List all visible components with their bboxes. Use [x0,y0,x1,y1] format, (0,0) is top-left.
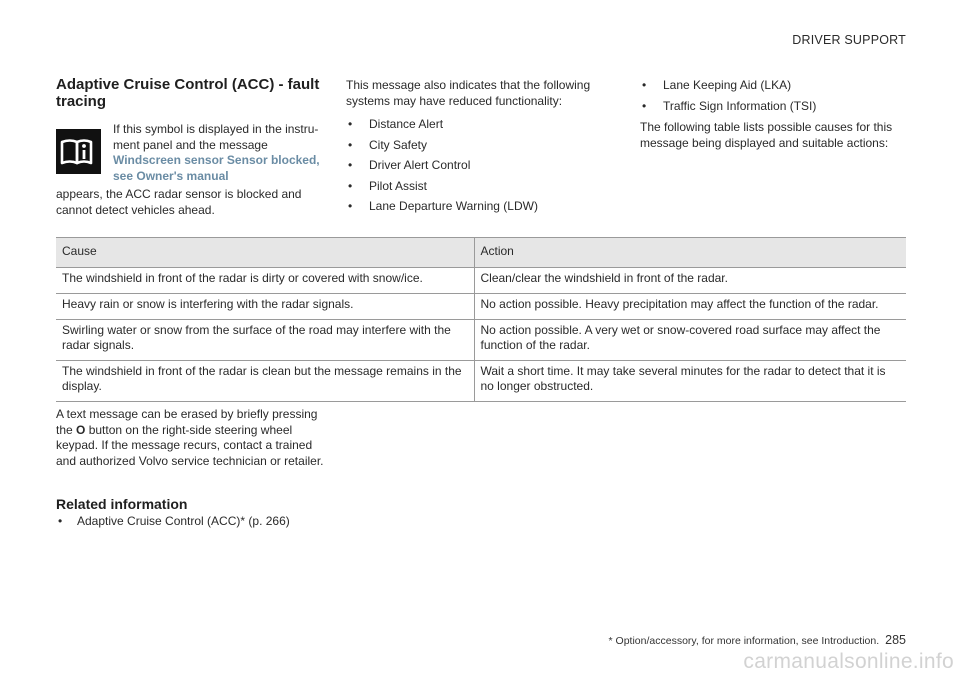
table-header-row [56,238,906,268]
action-cell: No action possible. Heavy precipitation may affect the function of the radar. [474,294,906,320]
column-2 [346,78,608,220]
page-footer [609,633,906,647]
fault-tracing-table [56,237,906,402]
systems-list [346,117,608,215]
column-header-action: Action [474,238,906,268]
owners-manual-icon [56,129,101,174]
note-text-after: button on the right-side steering wheel keypad. If the message recurs, contact a trained and authorized Volvo service technician or retailer. [56,422,324,468]
column-3 [640,78,906,151]
action-cell: Clean/clear the windshield in front of the radar. [474,268,906,294]
table-intro: The following table lists possible causes for this message being displayed and suitable actions: [640,120,893,150]
list-item: • Lane Departure Warning (LDW) [346,199,608,215]
action-cell: No action possible. A very wet or snow-covered road surface may affect the function of the radar. [474,320,906,361]
watermark: carmanualsonline.info [743,650,954,673]
symbol-explanation: appears, the ACC radar sensor is blocked and cannot detect vehicles ahead. [56,187,302,217]
list-item: • Distance Alert [346,117,608,133]
footnote: * Option/accessory, for more information, see Introduction. [608,635,880,647]
list-item: • Driver Alert Control [346,158,608,174]
list-item: • Pilot Assist [346,179,608,195]
cause-cell: The windshield in front of the radar is dirty or covered with snow/ice. [56,268,474,294]
page-number: 285 [885,633,906,647]
symbol-intro-text: If this symbol is displayed in the instru-ment panel and the message [113,122,319,152]
erase-message-note [56,407,324,469]
display-message: Windscreen sensor Sensor blocked, see Owner's manual [113,153,320,183]
reduced-functionality-intro: This message also indicates that the following systems may have reduced functionality: [346,78,591,108]
table-row [56,268,906,294]
symbol-description [113,122,325,184]
related-link[interactable]: • Adaptive Cruise Control (ACC)* (p. 266) [56,514,290,530]
column-header-cause: Cause [56,238,474,268]
section-header: DRIVER SUPPORT [792,33,906,47]
table-row [56,361,906,402]
note-text-before: A text message can be erased by briefly pressing the [56,407,318,437]
list-item: • Traffic Sign Information (TSI) [640,99,906,115]
related-information-heading: Related information [56,496,188,512]
table-row [56,320,906,361]
list-item: • Lane Keeping Aid (LKA) [640,78,906,94]
article-title: Adaptive Cruise Control (ACC) - fault tracing [56,76,320,110]
systems-list-continued [640,78,906,114]
symbol-row [56,122,322,184]
cause-cell: Heavy rain or snow is interfering with the radar signals. [56,294,474,320]
action-cell: Wait a short time. It may take several minutes for the radar to detect that it is no longer obstructed. [474,361,906,402]
related-information-list [56,514,290,530]
list-item: • City Safety [346,138,608,154]
cause-cell: Swirling water or snow from the surface of the road may interfere with the radar signals. [56,320,474,361]
column-1 [56,76,322,218]
button-name: O [76,422,86,437]
table-row [56,294,906,320]
cause-cell: The windshield in front of the radar is clean but the message remains in the display. [56,361,474,402]
